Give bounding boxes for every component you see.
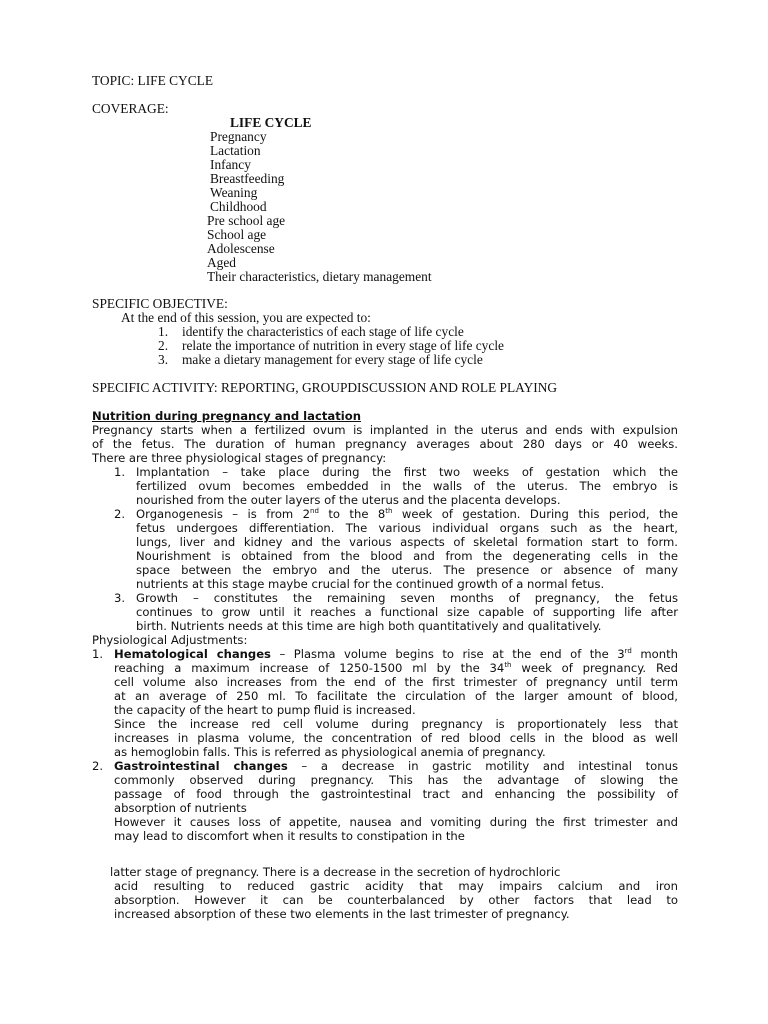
adjustment-line: as hemoglobin falls. This is referred as physiological anemia of pregnancy. [114,745,546,759]
adjustment-term: Gastrointestinal changes [114,759,288,773]
continuation-line: acid resulting to reduced gastric acidity that may impairs calcium and iron [114,879,678,893]
adjustment-line: increases in plasma volume, the concentration of red blood cells in the blood as well [114,731,678,745]
objective-text: identify the characteristics of each stage of life cycle [182,324,464,339]
coverage-item: Adolescense [207,241,275,256]
adjustment-line: Gastrointestinal changes – a decrease in gastric motility and intestinal tonus [114,759,678,773]
coverage-item: Lactation [210,143,261,158]
coverage-item: Pregnancy [210,129,267,144]
adjustment-line: absorption of nutrients [114,801,247,815]
coverage-item: School age [207,227,267,242]
coverage-item: Aged [207,255,237,270]
coverage-item: Breastfeeding [210,171,285,186]
stage-number: 3. [114,591,126,605]
objective-intro: At the end of this session, you are expected to: [121,310,371,325]
stage-number: 1. [114,465,126,479]
adjustment-line: Hematological changes – Plasma volume begins to rise at the end of the 3rd month [114,647,678,661]
coverage-item: Childhood [210,199,267,214]
stage-number: 2. [114,507,126,521]
continuation-line: absorption. However it can be counterbalanced by other factors that lead to [114,893,678,907]
coverage-item: Infancy [210,157,251,172]
coverage-item: Weaning [210,185,258,200]
intro-line: There are three physiological stages of pregnancy: [92,451,387,465]
adjustment-number: 2. [92,759,104,773]
stage-line: fetus undergoes differentiation. The various individual organs such as the heart, [136,521,678,535]
section-heading: Nutrition during pregnancy and lactation [92,409,361,423]
objective-text: make a dietary management for every stage of life cycle [182,352,483,367]
coverage-label: COVERAGE: [92,101,169,116]
adjustment-line: commonly observed during pregnancy. This has the advantage of slowing the [114,773,678,787]
stage-line: birth. Nutrients needs at this time are high both quantitatively and qualitatively. [136,619,602,633]
stage-line: Nourishment is obtained from the blood and from the degenerating cells in the [136,549,678,563]
stage-line: continues to grow until it reaches a functional size capable of supporting life after [136,605,678,619]
adjustment-line: passage of food through the gastrointestinal tract and enhancing the possibility of [114,787,678,801]
adjustment-line: at an average of 250 ml. To facilitate the circulation of the larger amount of blood, [114,689,678,703]
stage-line: lungs, liver and kidney and the various aspects of skeletal formation start to form. [136,535,678,549]
stage-line: Growth – constitutes the remaining seven months of pregnancy, the fetus [136,591,678,605]
objective-number: 3. [158,352,169,367]
intro-line: Pregnancy starts when a fertilized ovum is implanted in the uterus and ends with expulsion [92,423,678,437]
objective-label: SPECIFIC OBJECTIVE: [92,296,228,311]
stage-line: fertilized ovum becomes embedded in the walls of the uterus. The embryo is [136,479,678,493]
adjustment-line: However it causes loss of appetite, nausea and vomiting during the first trimester and [114,815,678,829]
coverage-item: Pre school age [207,213,286,228]
adjustment-line: Since the increase red cell volume during pregnancy is proportionately less that [114,717,678,731]
adjustment-line: may lead to discomfort when it results to constipation in the [114,829,465,843]
adjustments-label: Physiological Adjustments: [92,633,248,647]
stage-line: Organogenesis – is from 2nd to the 8th week of gestation. During this period, the [136,507,678,521]
adjustment-line: cell volume also increases from the end of the first trimester of pregnancy until term [114,675,678,689]
stage-line: nourished from the outer layers of the uterus and the placenta develops. [136,493,561,507]
adjustment-term: Hematological changes [114,647,271,661]
stage-line: nutrients at this stage maybe crucial for the continued growth of a normal fetus. [136,577,605,591]
specific-activity: SPECIFIC ACTIVITY: REPORTING, GROUPDISCUSSION AND ROLE PLAYING [92,380,558,395]
objective-number: 1. [158,324,169,339]
adjustment-line: the capacity of the heart to pump fluid is increased. [114,703,416,717]
adjustment-line: reaching a maximum increase of 1250-1500 ml by the 34th week of pregnancy. Red [114,661,678,675]
stage-line: Implantation – take place during the first two weeks of gestation which the [136,465,678,479]
continuation-line: increased absorption of these two elements in the last trimester of pregnancy. [114,907,570,921]
coverage-title: LIFE CYCLE [230,115,312,130]
coverage-item: Their characteristics, dietary management [207,269,432,284]
topic-line: TOPIC: LIFE CYCLE [92,73,214,88]
objective-number: 2. [158,338,169,353]
intro-line: of the fetus. The duration of human pregnancy averages about 280 days or 40 weeks. [92,437,678,451]
stage-line: space between the embryo and the uterus. The presence or absence of many [136,563,678,577]
continuation-line: latter stage of pregnancy. There is a decrease in the secretion of hydrochloric [110,865,561,879]
adjustment-number: 1. [92,647,104,661]
objective-text: relate the importance of nutrition in every stage of life cycle [182,338,504,353]
